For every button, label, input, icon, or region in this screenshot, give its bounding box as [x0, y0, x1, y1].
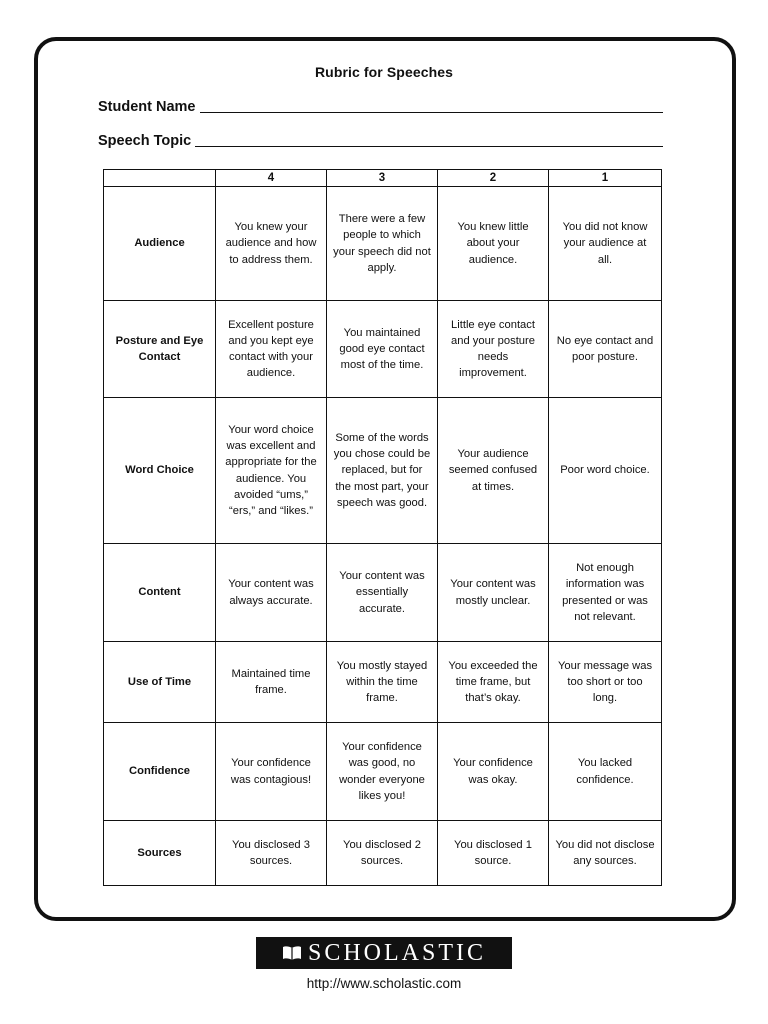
table-cell: No eye contact and poor posture. [549, 301, 662, 398]
table-cell: You disclosed 3 sources. [216, 821, 327, 886]
table-row [104, 723, 662, 821]
table-row [104, 301, 662, 398]
table-cell: Your confidence was okay. [438, 723, 549, 821]
table-cell: Your confidence was contagious! [216, 723, 327, 821]
table-cell: You lacked confidence. [549, 723, 662, 821]
header-row [104, 170, 662, 187]
table-cell: Not enough information was presented or was not relevant. [549, 544, 662, 642]
page-title: Rubric for Speeches [314, 64, 454, 80]
table-row [104, 187, 662, 301]
rubric-table [103, 169, 662, 886]
student-name-blank[interactable] [200, 99, 664, 113]
table-cell: You mostly stayed within the time frame. [327, 642, 438, 723]
table-cell: Your content was mostly unclear. [438, 544, 549, 642]
student-name-label: Student Name [98, 99, 196, 115]
speech-topic-blank[interactable] [195, 133, 663, 147]
criterion-posture: Posture and Eye Contact [104, 301, 216, 398]
table-row [104, 821, 662, 886]
table-cell: There were a few people to which your speech did not apply. [327, 187, 438, 301]
table-row [104, 544, 662, 642]
header-cell-1: 1 [549, 170, 662, 187]
table-cell: Your content was essentially accurate. [327, 544, 438, 642]
website-link[interactable]: http://www.scholastic.com [306, 976, 462, 991]
table-cell: You did not know your audience at all. [549, 187, 662, 301]
criterion-confidence: Confidence [104, 723, 216, 821]
table-cell: You disclosed 1 source. [438, 821, 549, 886]
criterion-sources: Sources [104, 821, 216, 886]
header-cell-2: 2 [438, 170, 549, 187]
table-cell: You maintained good eye contact most of the time. [327, 301, 438, 398]
table-cell: Maintained time frame. [216, 642, 327, 723]
criterion-audience: Audience [104, 187, 216, 301]
speech-topic-field [98, 129, 663, 149]
logo-text: SCHOLASTIC [307, 940, 487, 966]
speech-topic-label: Speech Topic [98, 133, 192, 149]
header-cell-3: 3 [327, 170, 438, 187]
table-cell: You exceeded the time frame, but that’s okay. [438, 642, 549, 723]
scholastic-logo[interactable] [256, 937, 512, 969]
table-cell: Excellent posture and you kept eye contact with your audience. [216, 301, 327, 398]
table-cell: Your audience seemed confused at times. [438, 398, 549, 544]
table-cell: Your confidence was good, no wonder everyone likes you! [327, 723, 438, 821]
criterion-content: Content [104, 544, 216, 642]
table-cell: You knew your audience and how to address them. [216, 187, 327, 301]
table-cell: Your message was too short or too long. [549, 642, 662, 723]
table-row [104, 398, 662, 544]
table-cell: Poor word choice. [549, 398, 662, 544]
open-book-icon [282, 945, 302, 961]
table-cell: You did not disclose any sources. [549, 821, 662, 886]
header-cell-blank [104, 170, 216, 187]
table-cell: Little eye contact and your posture needs improvement. [438, 301, 549, 398]
table-cell: You disclosed 2 sources. [327, 821, 438, 886]
criterion-use-of-time: Use of Time [104, 642, 216, 723]
header-cell-4: 4 [216, 170, 327, 187]
student-name-field [98, 95, 663, 115]
table-row [104, 642, 662, 723]
table-cell: Some of the words you chose could be replaced, but for the most part, your speech was good. [327, 398, 438, 544]
table-cell: Your word choice was excellent and appropriate for the audience. You avoided “ums,” “ers,” and “likes.” [216, 398, 327, 544]
criterion-word-choice: Word Choice [104, 398, 216, 544]
table-cell: You knew little about your audience. [438, 187, 549, 301]
table-cell: Your content was always accurate. [216, 544, 327, 642]
